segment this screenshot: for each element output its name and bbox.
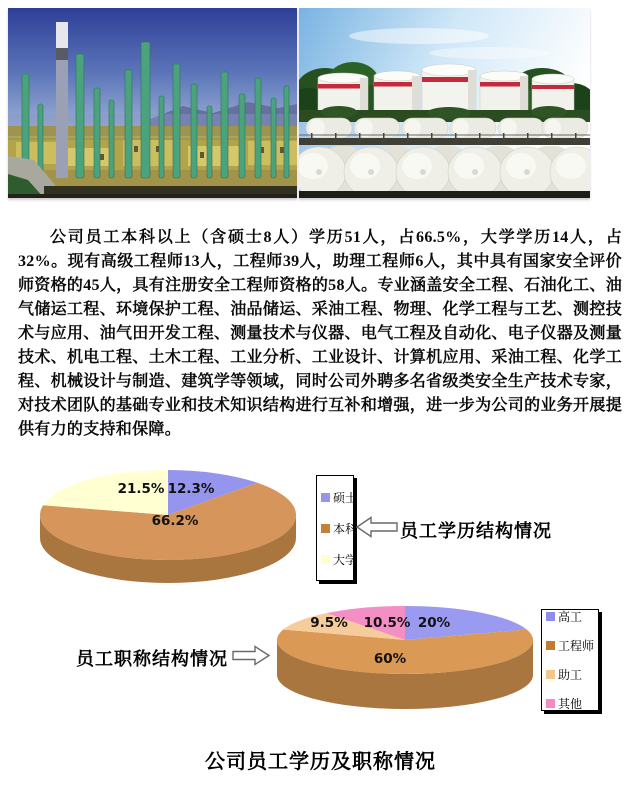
- legend-item-daxue: [321, 551, 358, 568]
- benke-swatch-icon: [321, 524, 330, 533]
- legend-item-qita: [546, 695, 598, 712]
- legend-item-shuoshi: [321, 489, 358, 506]
- pct-label-shuoshi: 12.3%: [167, 481, 215, 497]
- daxue-swatch-icon: [321, 555, 330, 564]
- education-legend: [316, 475, 358, 581]
- figure-caption: 公司员工学历及职称情况: [205, 751, 436, 773]
- legend-label: 硕士: [333, 490, 358, 505]
- legend-label: 高工: [558, 610, 583, 624]
- gaogong-swatch-icon: [546, 612, 555, 621]
- pct-label-benke: 66.2%: [151, 513, 199, 529]
- legend-item-zhugong: [546, 666, 598, 683]
- legend-item-benke: [321, 520, 358, 537]
- refinery-photo: [8, 8, 297, 198]
- left-arrow-icon: [355, 515, 399, 539]
- legend-item-gongchengshi: [546, 637, 598, 654]
- legend-label: 工程师: [558, 639, 595, 653]
- pct-label-zhugong: 9.5%: [310, 615, 348, 631]
- legend-label: 本科: [333, 521, 358, 536]
- gongchengshi-swatch-icon: [546, 641, 555, 650]
- title-chart-title: 员工职称结构情况: [76, 649, 228, 669]
- refinery-photo-art: [8, 8, 297, 198]
- pct-label-daxue: 21.5%: [117, 481, 165, 497]
- shuoshi-swatch-icon: [321, 493, 330, 502]
- education-chart-title: 员工学历结构情况: [400, 521, 552, 541]
- pct-label-qita: 10.5%: [363, 615, 411, 631]
- qita-swatch-icon: [546, 699, 555, 708]
- zhugong-swatch-icon: [546, 670, 555, 679]
- legend-label: 其他: [558, 697, 583, 711]
- company-staff-paragraph: 公司员工本科以上（含硕士8人）学历51人，占66.5%，大学学历14人，占32%。现有高级工程师13人，工程师39人，助理工程师6人，其中具有国家安全评价师资格的45人，具有注册安全工程师资格的58人。专业涵盖安全工程、石油化工、油气储运工程、环境保护工程、油品储运、采油工程、物理、化学工程与工艺、测控技术与应用、油气田开发工程、测量技术与仪器、电气工程及自动化、电子仪器及测量技术、机电工程、土木工程、工业分析、工业设计、计算机应用、采油工程、化学工程、机械设计与制造、建筑学等领域，同时公司外聘多名省级类安全生产技术专家，对技术团队的基础专业和技术知识结构进行互补和增强，进一步为公司的业务开展提供有力的支持和保障。: [18, 229, 622, 438]
- legend-item-gaogong: [546, 608, 598, 625]
- legend-label: 大学: [333, 552, 358, 567]
- legend-label: 助工: [558, 668, 583, 682]
- title-legend: [541, 609, 599, 711]
- pct-label-gaogong: 20%: [417, 615, 451, 631]
- tank-farm-photo-art: [299, 8, 590, 198]
- right-arrow-icon: [231, 644, 271, 667]
- tank-farm-photo: [299, 8, 590, 198]
- pct-label-gongchengshi: 60%: [373, 651, 407, 667]
